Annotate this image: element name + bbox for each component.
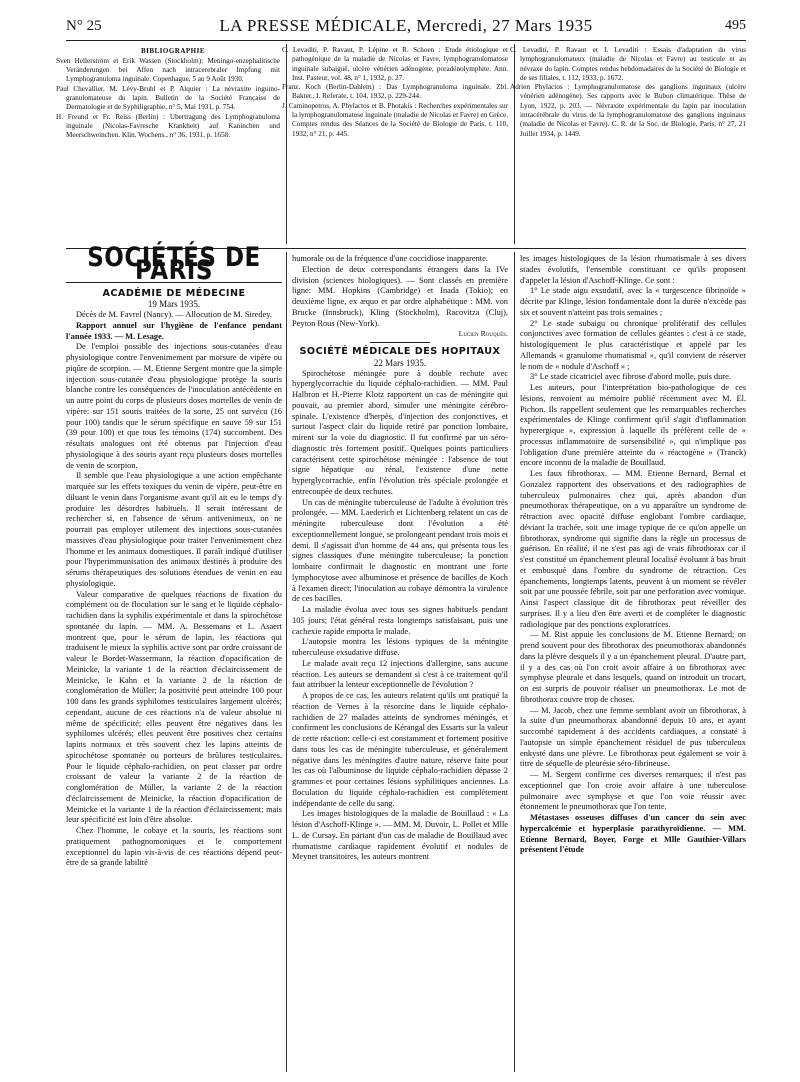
paragraph: Chez l'homme, le cobaye et la souris, les réactions sont pratiquement pathognomoniques et le comportement exceptionnel du lapin vis-à-vis de ces réactions dépend peut-être de sa grande labilité	[66, 826, 282, 868]
paragraph: Le malade avait reçu 12 injections d'allergine, sans aucune réaction. Les auteurs se demandent si c'est à ce traitement qu'il faut attribuer la lenteur exceptionnelle de l'évolution ?	[292, 658, 508, 690]
bib-ref: Adrien Phylactos : Lymphogranulomatose des ganglions inguinaux (ulcère vénérien adénogène). Ses rapports avec le Bubon climatérique. Thèse de Lyon, 1922, p. 203. — Névraxite expérimentale du lapin par inoculation intracérébrale du virus de la lymphogranulomatose des ganglions inguinaux (maladie de Nicolas et Favre). C. R. de la Soc. de Biologie, Paris, n° 27, 21 Juillet 1934, p. 1449.	[510, 83, 746, 138]
paragraph: — M. Rist appuie les conclusions de M. Etienne Bernard; on prend souvent pour des fibrothorax des pneumothorax abandonnés dans la plèvre desquels il y a un épanchement pleural. D'autre part, il y a des cas où l'on croit avoir affaire à un fibrothorax avec symphyse pleurale et dans lesquels, quand on introduit un trocart, on est surpris de pouvoir réaliser un pneumothorax. Le mot de fibrothorax couvre trop de choses.	[520, 630, 746, 704]
page-number: 495	[725, 18, 746, 33]
paragraph: — M. Sergent confirme ces diverses remarques; il n'est pas exceptionnel que l'on croie avoir affaire à une tuberculose pulmonaire avec symphyse et que l'on voie réussir avec étonnement le pneumothorax que l'on tente.	[520, 770, 746, 812]
paragraph: Les auteurs, pour l'interprétation bio-pathologique de ces lésions, renvoient au mémoire publié récemment avec M. El. Pichon. Ils rappellent seulement que les remarquables recherches expérimentales de Klinge confirment qu'il s'agit d'inflammation hyperergique », expression à laquelle ils préfèrent celle de « processus inflammatoire de sursensibilité », qui n'implique pas l'obligation d'une première atteinte du « réactogène » (Tranck) encore inconnu de la maladie de Bouillaud.	[520, 383, 746, 468]
bibliography-column-3	[510, 46, 746, 139]
paragraph: Un cas de méningite tuberculeuse de l'adulte à évolution très prolongée. — MM. Laederich et Lichtenberg relatent un cas de méningite tuberculeuse dont l'évolution a été exceptionnellement longue, se prolongeant pendant trois mois et demi. Il s'agissait d'un homme de 44 ans, qui présenta tous les signes classiques d'une méningite tuberculeuse; la ponction lombaire confirmait le diagnostic en montrant une forte lymphocytose avec albuminose et présence de bacilles de Koch à l'examen direct; l'inoculation au cobaye démontra la virulence de ces bacilles.	[292, 497, 508, 604]
bibliography-title: BIBLIOGRAPHIE	[140, 47, 206, 55]
column-divider	[286, 252, 287, 1072]
bibliography-column-1	[56, 46, 280, 140]
paragraph: — M. Jacob, chez une femme semblant avoir un fibrothorax, à la suite d'un pneumothorax abandonné depuis 10 ans, et ayant succombé rapidement à des accidents cardiaques, a constaté à l'autopsie un simple épanchement résiduel de pus tuberculeux enkysté dans une plèvre. Le fibrothorax peut également se voir à titre de séquelle de pleurésie séro-fibrineuse.	[520, 705, 746, 769]
paragraph: Les images histologiques de la maladie de Bouillaud : « La lésion d'Aschoff-Klinge ». — MM. M. Duvoir, L. Pollet et Mlle L. de Cursay. En partant d'un cas de maladie de Bouillaud avec rhumatisme cardiaque rapidement évolutif et nodules de Meynet transitoires, les auteurs montrent	[292, 809, 508, 862]
paragraph: Il semble que l'eau physiologique a une action empêchante marquée sur les effets toxiques du venin de vipère, peut-être en diluant le venin dans l'organisme avant qu'il ait eu le temps d'y produire les désordres habituels. Il serait intéressant de rechercher si, en l'absence de sérum antivenimeux, on ne pourrait pas employer utilement des injections sous-cutanées massives d'eau physiologique pour traiter l'envenimement chez l'homme et les animaux domestiques. Il paraît indiqué d'utiliser pour l'hyperimmunisation des animaux destinés à produire des sérums thérapeutiques des solutions étendues de venin en eau physiologique.	[66, 471, 282, 588]
bib-ref: H. Freund et Fr. Reiss (Berlin) : Ubertragung des Lymphogranuloma inguinale (Nicolas-Favresche Krankheit) auf Kaninchen und Meerschweinchen. Klin. Wochens., n° 36, 1931, p. 1658.	[56, 112, 280, 140]
paragraph: A propos de ce cas, les auteurs relatent qu'ils ont pratiqué la réaction de Vernes à la résorcine dans le liquide céphalo-rachidien de 27 malades atteints de syndromes méningés, et confirment les conclusions de Kérangal des Essarts sur la valeur de cette réaction: celle-ci est constamment et fortement positive dans tous les cas de méningite tuberculeuse, et généralement négative dans les méningites d'autre nature, réserve faite pour les cas où l'albuminose du liquide céphalo-rachidien dépasse 2 grammes et pour certaines lésions syphilitiques anciennes. La floculation du liquide céphalo-rachidien est complètement indépendante de celle du sang.	[292, 691, 508, 808]
article-column-2	[292, 254, 508, 863]
paragraph: Valeur comparative de quelques réactions de fixation du complément ou de floculation sur le sang et le liquide céphalo-rachidien dans la syphilis expérimentale et dans la spirochétose spontanée du lapin. — MM. A. Bessemans et L. Asaert montrent que, pour le sérum de lapin, les réactions qui traduisent le mieux la syphilis active sont par ordre croissant de valeur le Bordet-Wassermann, la réaction d'opacification de Meinicke, la variante 1 de la réaction d'éclaircissement de Meinicke, le Kahn et la variante 2 de la réaction de conglomération de Müller; la positivité peut atteindre 100 pour 100 dans les grands syphilomes testiculaires largement ulcérés; cependant, aucune de ces réactions n'a de valeur absolue ni même de spécificité; elles peuvent être négatives dans les syphilomes ulcérés; elles peuvent être positives chez certains lapins normaux et très souvent chez les lapins atteints de spirochétose spontanée ou porteurs de brûlures testiculaires. Pour le liquide céphalo-rachidien, on peut classer par ordre croissant de valeur la variante 2 de la réaction de conglomération de Müller, la variante 2 de la réaction d'éclaircissement de Meinicke, la réaction d'opacification de Meinicke et la variante 1 de la réaction d'éclaircissement; mais leur spécificité est loin d'être absolue.	[66, 589, 282, 825]
paragraph: 1° Le stade aigu exsudatif, avec la « turgescence fibrinoïde » décrite par Klinge, lésion fondamentale dont la durée n'excède pas six et souvent n'atteint pas trois semaines ;	[520, 286, 746, 317]
issue-number: N° 25	[66, 18, 102, 34]
section-title: SOCIÉTÉS DE PARIS	[87, 243, 261, 286]
page-header	[66, 14, 746, 38]
society-heading: ACADÉMIE DE MÉDECINE	[102, 287, 246, 299]
session-date: 22 Mars 1935.	[373, 357, 427, 368]
column-divider	[514, 252, 515, 1072]
column-divider	[514, 44, 515, 244]
bib-ref: Sven Hellerström et Erik Wassen (Stockholm): Meningo-enzephalitische Veränderungen bei Affen nach intracerebraler Impfung mit Lymphogranuloma inguinale. Copenhague, 5 au 9 Août 1930.	[56, 56, 280, 84]
separator	[370, 342, 430, 343]
paragraph: L'autopsie montra les lésions typiques de la méningite tuberculeuse exsudative diffuse.	[292, 637, 508, 657]
article-column-3	[520, 254, 746, 856]
paragraph: humorale ou de la fréquence d'une coccidiose inapparente.	[292, 254, 488, 263]
bib-ref: C. Levaditi, P. Ravaut et I. Levaditi : Essais d'adaptation du virus lymphogranulomateux (maladie de Nicolas et Favre) au testicule et au névraxe du lapin. Comptes rendus hebdomadaires de la Société de Biologie et de ses filiales, t. 112, 1933, p. 1672.	[510, 46, 746, 82]
journal-title: LA PRESSE MÉDICALE, Mercredi, 27 Mars 1935	[219, 16, 593, 35]
session-date: 19 Mars 1935.	[147, 299, 201, 310]
header-rule	[66, 40, 746, 41]
paragraph: les images histologiques de la lésion rhumatismale à ses divers stades évolutifs, l'ensemble constituant ce qu'ils proposent d'appeler la lésion d'Aschoff-Klinge. Ce sont :	[520, 254, 746, 285]
paragraph: Rapport annuel sur l'hygiène de l'enfance pendant l'année 1933. — M. Lesage.	[66, 320, 282, 341]
paragraph: La maladie évolua avec tous ses signes habituels pendant 105 jours; l'état général resta longtemps satisfaisant, puis une cachexie rapide emporta le malade.	[292, 605, 508, 636]
bibliography-column-2	[282, 46, 508, 139]
paragraph: Spirochétose méningée pure à double rechute avec hyperglycorrachie du liquide céphalo-rachidien. — MM. Paul Halbron et H.-Pierre Klotz rapportent un cas de méningite qui pouvait, au premier abord, simuler une méningite cérébro-spinale. L'existence d'herpès, d'injection des conjonctives, et surtout l'aspect clair du liquide retiré par ponction lombaire, mirent sur la voie du diagnostic. Il fut confirmé par un séro-diagnostic très fortement positif. Quelques points particuliers caractérisent cette spirochétose méningée : l'absence de tout signe hépatique ou rénal, l'existence d'une nette hyperglycorrachie, enfin l'évolution très spéciale prolongée et entrecoupée de deux rechutes.	[292, 368, 508, 496]
column-divider	[286, 44, 287, 244]
bib-ref: C. Levaditi, P. Ravaut, P. Lépine et R. Schoen : Etude étiologique et pathogénique de la maladie de Nicolas et Favre, lymphogranulomatose inguinale subaiguë, ulcère vénérien adénogène, poradénolymphite. Ann. Inst. Pasteur, vol. 48, n° 1, 1932, p. 27.	[282, 46, 508, 82]
paragraph: Les faux fibrothorax. — MM. Etienne Bernard, Bernal et Gonzalez rapportent des observations et des radiographies de tuberculeux pulmonaires chez qui, après abandon d'un pneumothorax thérapeutique, on a vu apparaître un syndrome de rétraction avec opacité diffuse englobant l'ombre cardiaque, déviant la trachée, soit une image typique de ce qu'on appelle un fibrothorax, syndrome qui signifie dans la règle un processus de guérison. En réalité, il ne s'est pas agi de vrais fibrothorax car il s'est constitué un épanchement pleural localisé évoluant à bas bruit et embusqué dans l'ombre du syndrome de rétraction. Ces épanchements, longtemps latents, peuvent à un moment se révéler soit par une poussée fébrile, soit par une perforation avec vomique. Ainsi l'aspect classique dit de fibrothorax peut réveiller des surprises. Il y a lieu d'en être averti et de compléter le diagnostic radiologique par des ponctions exploratrices.	[520, 469, 746, 629]
article-column-1	[66, 243, 282, 869]
paragraph: 3° Le stade cicatriciel avec fibrose d'abord molle, puis dure.	[530, 372, 731, 382]
bib-ref: Paul Chevallier, M. Lévy-Bruhl et P. Alquier : La névraxite inguino-granulomateuse du lapin. Bulletin de la Société Française de Dermatologie et de Syphiligraphie, n° 5, Mai 1931, p. 754.	[56, 84, 280, 112]
paragraph: Métastases osseuses diffuses d'un cancer du sein avec hypercalcémie et hyperplasie parathyroïdienne. — MM. Etienne Bernard, Boyer, Forge et Mlle Gauthier-Villars présentent l'étude	[520, 813, 746, 855]
paragraph: Décès de M. Favrel (Nancy). — Allocution de M. Siredey.	[76, 310, 272, 319]
paragraph: De l'emploi possible des injections sous-cutanées d'eau physiologique contre l'envenimement par morsure de vipère ou piqûre de scorpion. — M. Etienne Sergent montre que la simple injection sous-cutanée d'eau physiologique protège la souris blanche contre les conséquences de l'inoculation antécédente en un autre point du corps de plusieurs doses mortelles de venin de vipère: sur 151 souris traitées de la sorte, 25 ont survécu (16 pour 100) tandis que le sérum spécifique en sauve 59 sur 151 (39 pour 100) et que tous les témoins (174) succombent. Des résultats analogues ont été obtenus par l'injection d'eau physiologique à des souris ayant reçu plusieurs doses mortelles de venin de scorpion.	[66, 342, 282, 470]
society-heading: SOCIÉTÉ MÉDICALE DES HOPITAUX	[299, 346, 501, 357]
signature: Lucien Rouquès.	[458, 329, 508, 339]
paragraph: Election de deux correspondants étrangers dans la IVe division (sciences biologiques). — Sont classés en première ligne: MM. Hopkins (Cambridge) et Inada (Tokio); en deuxième ligne, ex æquo et par ordre alphabétique : MM. von Brucke (Innsbruck), Kling (Stockholm), Racovitza (Cluj), Peyton Rous (New-York).	[292, 264, 508, 328]
bib-ref: Franz. Koch (Berlin-Dahlem) : Das Lymphogranuloma inguinale. Zbl. Bakter., I. Referate, t. 104, 1932, p. 229-244.	[282, 83, 508, 101]
bib-ref: J. Caminopetros, A. Phylactos et B. Photakis : Recherches expérimentales sur la lymphogranulomatose inguinale (maladie de Nicolas et Favre) en Grèce. Comptes rendus des Séances de la Société de Biologie de Paris, t. 110, 1932, n° 21, p. 445.	[282, 101, 508, 138]
paragraph: 2° Le stade subaigu ou chronique prolifératif des cellules conjonctives avec formation de cellules géantes : c'est à ce stade, histologiquement le plus caractéristique et appelé par les Allemands « granulome rhumatismal », qu'il convient de réserver le nom de « nodule d'Aschoff » ;	[520, 318, 746, 371]
